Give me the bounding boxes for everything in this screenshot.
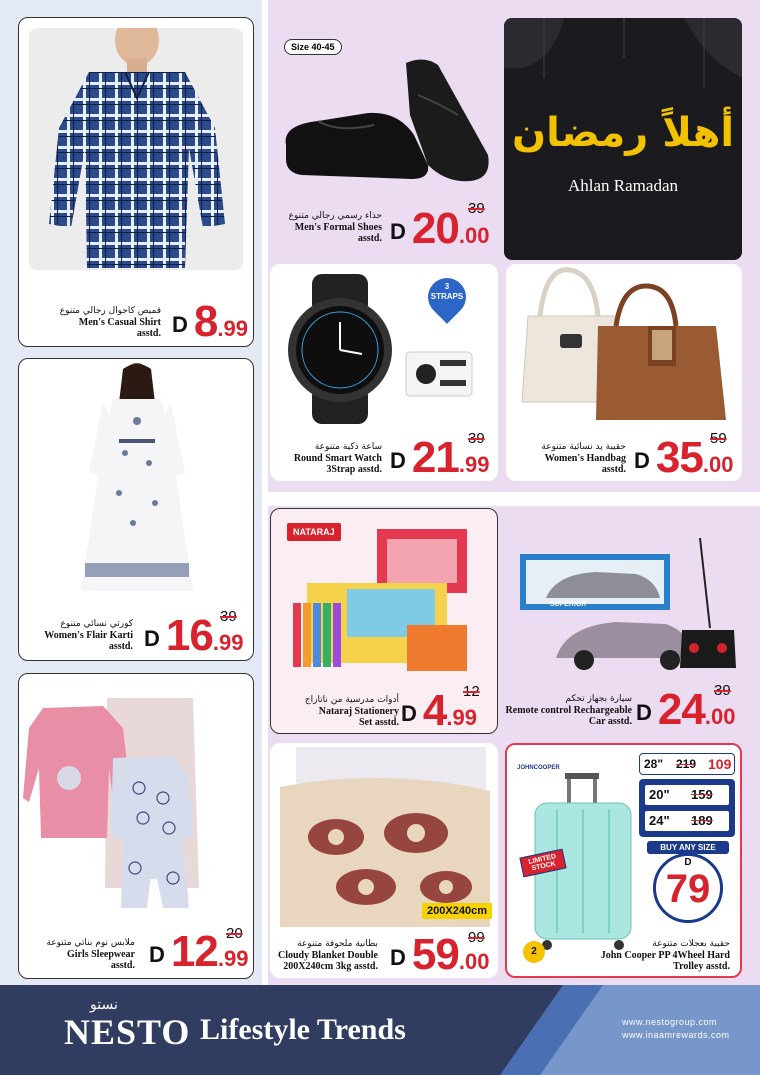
straps-badge-label: 3 STRAPS xyxy=(430,282,464,301)
dirham-symbol: D xyxy=(390,945,406,970)
ramadan-english-title: Ahlan Ramadan xyxy=(568,176,678,195)
size-28-new-price: 109 xyxy=(708,756,732,772)
size-28-old-price: 219 xyxy=(676,757,697,771)
product-shoes[interactable] xyxy=(278,35,496,251)
shoes-size-tag: Size 40-45 xyxy=(284,39,342,55)
handbag-price: D 35 .00 xyxy=(634,433,734,481)
shoes-names: حذاء رسمي رجالي متنوع Men's Formal Shoes asstd. xyxy=(288,211,382,244)
shirt-image xyxy=(29,28,243,270)
size-20-label: 20" xyxy=(649,787,670,802)
warranty-badge: 2 xyxy=(523,941,545,963)
size-24-old-price: 189 xyxy=(691,813,713,828)
kurti-price: D 16 .99 xyxy=(144,611,244,660)
footer-title: Lifestyle Trends xyxy=(200,1013,406,1046)
product-card-shirt[interactable] xyxy=(18,17,254,347)
product-card-stationery[interactable] xyxy=(270,508,498,734)
product-card-watch[interactable] xyxy=(270,264,498,481)
size-20-old-price: 159 xyxy=(691,787,713,802)
trolley-names: حقيبة بعجلات متنوعة John Cooper PP 4Wheel Hard Trolley asstd. xyxy=(600,939,730,972)
kurti-names: كورتي نسائي متنوع Women's Flair Karti asstd. xyxy=(44,619,133,652)
shirt-names: قميص كاجوال رجالي متنوع Men's Casual Shirt asstd. xyxy=(59,306,161,339)
dirham-symbol: D xyxy=(634,448,650,473)
handbag-image xyxy=(516,266,736,426)
watch-image xyxy=(276,274,476,424)
watch-price: D 21 .99 xyxy=(390,433,490,481)
sleepwear-image xyxy=(23,688,249,910)
blanket-old-price: 99 xyxy=(468,929,485,946)
car-box-label: SUPERIOR xyxy=(550,601,587,608)
nesto-logo-arabic: نستو xyxy=(90,997,118,1013)
dirham-symbol: D xyxy=(636,700,652,725)
stationery-image xyxy=(287,529,487,679)
footer-url-nestogroup: www.nestogroup.com xyxy=(622,1017,718,1027)
stationery-names: أدوات مدرسية من ناتاراج Nataraj Stationery Set asstd. xyxy=(304,695,399,728)
trolley-price: 79 xyxy=(665,867,711,911)
car-old-price: 39 xyxy=(714,682,731,699)
dirham-symbol: D xyxy=(172,312,188,337)
dirham-symbol: D xyxy=(144,626,160,651)
trolley-price-currency: D xyxy=(684,857,692,868)
size-28-label: 28" xyxy=(644,757,664,771)
stationery-old-price: 12 xyxy=(463,683,480,700)
ramadan-banner xyxy=(504,18,742,260)
handbag-old-price: 59 xyxy=(710,430,727,447)
section-divider xyxy=(268,492,760,506)
sleepwear-names: ملابس نوم بناتي متنوعة Girls Sleepwear asstd. xyxy=(46,938,135,971)
dirham-symbol: D xyxy=(390,448,406,473)
car-names: سيارة بجهاز تحكم Remote control Rechargeable Car asstd. xyxy=(505,694,632,727)
shoes-old-price: 39 xyxy=(468,200,485,217)
footer xyxy=(0,985,760,1075)
product-card-trolley[interactable] xyxy=(505,743,742,978)
watch-old-price: 39 xyxy=(468,430,485,447)
shirt-price: D 8 .99 xyxy=(172,297,248,346)
size-24-label: 24" xyxy=(649,813,670,828)
dirham-symbol: D xyxy=(390,219,406,244)
shoes-price: D 20 .00 xyxy=(390,204,490,253)
buy-any-size-banner: BUY ANY SIZE xyxy=(647,841,729,854)
kurti-old-price: 39 xyxy=(220,608,237,625)
kurti-image xyxy=(69,363,205,595)
ramadan-arabic-title: أهلاً رمضان xyxy=(511,110,735,156)
limited-stock-sticker: LIMITED STOCK xyxy=(519,849,566,878)
product-card-handbag[interactable] xyxy=(506,264,742,481)
size-row-20 xyxy=(645,785,729,805)
stationery-price: D 4 .99 xyxy=(401,686,477,734)
blanket-size-label: 200X240cm xyxy=(422,903,492,919)
product-card-car[interactable] xyxy=(506,518,742,734)
product-card-sleepwear[interactable] xyxy=(18,673,254,979)
product-card-blanket[interactable] xyxy=(270,743,498,978)
blanket-price: D 59 .00 xyxy=(390,930,490,978)
size-row-24 xyxy=(645,811,729,831)
car-image xyxy=(506,518,742,678)
dirham-symbol: D xyxy=(149,942,165,967)
dirham-symbol: D xyxy=(401,701,417,726)
size-row-28 xyxy=(639,753,735,775)
watch-names: ساعة ذكية متنوعة Round Smart Watch 3Strap asstd. xyxy=(293,442,382,475)
nataraj-brand-label: NATARAJ xyxy=(287,523,341,541)
handbag-names: حقيبة يد نسائية متنوعة Women's Handbag asstd. xyxy=(541,442,626,475)
blanket-names: بطانية ملحوفة متنوعة Cloudy Blanket Double 200X240cm 3kg asstd. xyxy=(277,939,378,972)
footer-url-inaamrewards: www.inaamrewards.com xyxy=(622,1030,730,1040)
sleepwear-price: D 12 .99 xyxy=(149,927,249,976)
sleepwear-old-price: 20 xyxy=(226,925,243,942)
johncooper-brand-label: JOHNCOOPER xyxy=(517,765,560,771)
car-price: D 24 .00 xyxy=(636,685,736,734)
product-card-kurti[interactable] xyxy=(18,358,254,661)
shoes-image xyxy=(278,55,496,205)
nesto-logo: NESTO xyxy=(64,1012,191,1052)
